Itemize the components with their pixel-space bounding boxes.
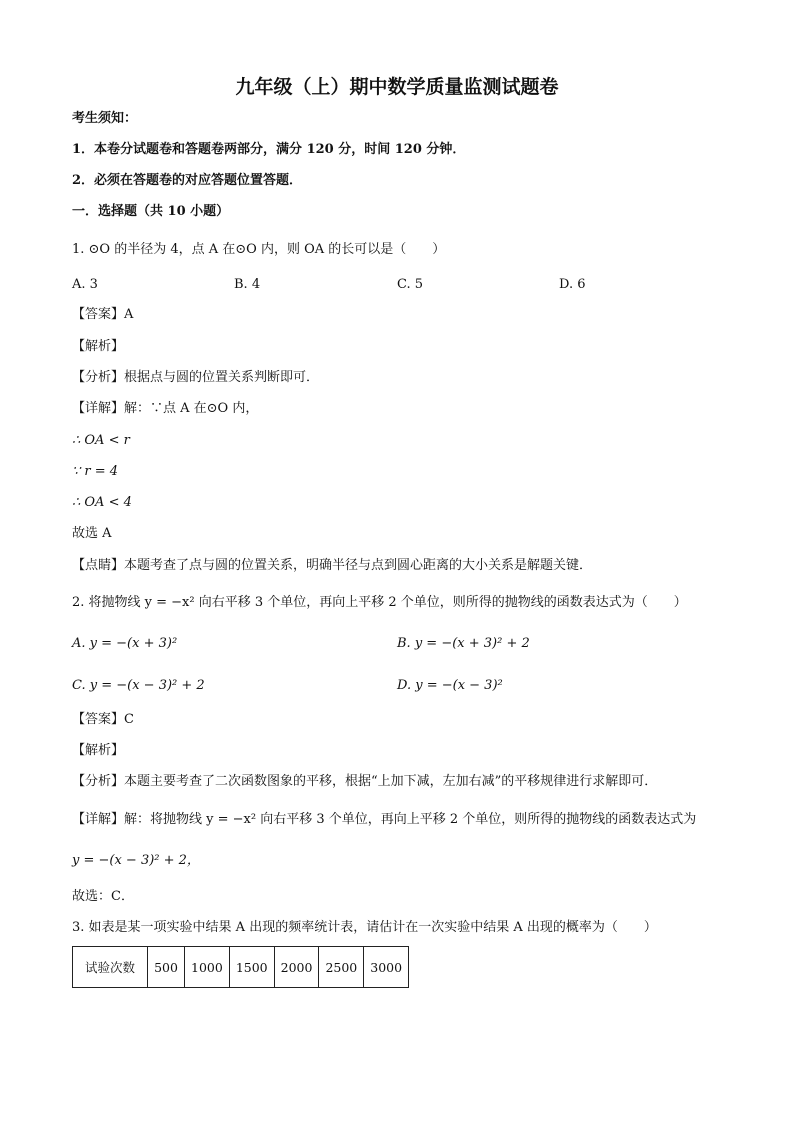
table-cell: 2500 (319, 947, 364, 988)
q2-option-d: D. y = −(x − 3)² (397, 678, 503, 693)
q1-analysis: 【解析】 (72, 339, 125, 354)
table-header-cell: 试验次数 (73, 947, 148, 988)
notice-item-1: 1．本卷分试题卷和答题卷两部分，满分 120 分，时间 120 分钟． (72, 142, 466, 157)
frequency-table (72, 946, 409, 988)
q2-analysis: 【解析】 (72, 743, 125, 758)
table-cell: 2000 (274, 947, 319, 988)
q2-stem: 2. 将抛物线 y = −x² 向右平移 3 个单位，再向上平移 2 个单位，则所得的抛物线的函数表达式为（ ） (72, 595, 687, 610)
q2-option-c: C. y = −(x − 3)² + 2 (72, 678, 205, 693)
table-cell: 1000 (185, 947, 230, 988)
q1-detail-1: 【详解】解：∵点 A 在⊙O 内， (72, 401, 259, 416)
q1-detail-4: ∴ OA < 4 (72, 495, 132, 510)
page-title: 九年级（上）期中数学质量监测试题卷 (235, 76, 559, 98)
q1-option-a: A. 3 (72, 277, 98, 292)
q1-detail-2: ∴ OA < r (72, 433, 130, 448)
q1-option-c: C. 5 (397, 277, 424, 292)
q2-fenxi: 【分析】本题主要考查了二次函数图象的平移，根据“上加下减，左加右减”的平移规律进行求解即可． (72, 774, 658, 789)
notice-item-2: 2．必须在答题卷的对应答题位置答题． (72, 173, 303, 188)
q1-answer: 【答案】A (72, 307, 134, 322)
q2-option-a: A. y = −(x + 3)² (72, 636, 178, 651)
q2-option-b: B. y = −(x + 3)² + 2 (397, 636, 530, 651)
q2-detail-2: y = −(x − 3)² + 2， (72, 853, 200, 868)
q1-detail-3: ∵ r = 4 (72, 464, 119, 479)
table-cell: 3000 (364, 947, 409, 988)
notice-heading: 考生须知： (72, 111, 138, 126)
table-cell: 500 (148, 947, 185, 988)
table-cell: 1500 (229, 947, 274, 988)
q1-fenxi: 【分析】根据点与圆的位置关系判断即可． (72, 370, 320, 385)
q1-option-b: B. 4 (234, 277, 261, 292)
q1-option-d: D. 6 (559, 277, 586, 292)
table-row (73, 947, 409, 988)
q2-answer: 【答案】C (72, 712, 134, 727)
q1-stem: 1. ⊙O 的半径为 4，点 A 在⊙O 内，则 OA 的长可以是（ ） (72, 242, 446, 257)
q1-comment: 【点睛】本题考查了点与圆的位置关系，明确半径与点到圆心距离的大小关系是解题关键． (72, 558, 593, 573)
section-heading: 一．选择题（共 10 小题） (72, 204, 230, 219)
q2-conclusion: 故选：C． (72, 889, 134, 904)
q3-stem: 3. 如表是某一项实验中结果 A 出现的频率统计表，请估计在一次实验中结果 A 出现的概率为（ ） (72, 920, 657, 935)
q1-conclusion: 故选 A (72, 526, 112, 541)
q2-detail-1: 【详解】解：将抛物线 y = −x² 向右平移 3 个单位，再向上平移 2 个单位，则所得的抛物线的函数表达式为 (72, 812, 697, 827)
